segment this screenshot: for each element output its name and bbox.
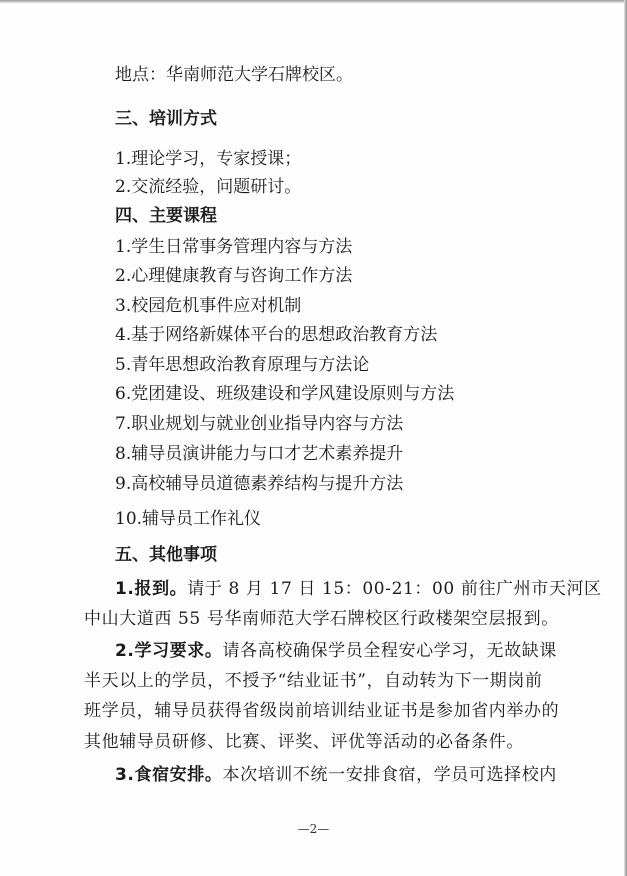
page-number: —2— xyxy=(297,822,330,836)
paragraph-study-line-1 xyxy=(115,640,557,662)
course-item-2: 2.心理健康教育与咨询工作方法 xyxy=(115,266,353,286)
course-item-4: 4.基于网络新媒体平台的思想政治教育方法 xyxy=(115,325,438,345)
section5-title: 五、其他事项 xyxy=(115,545,217,565)
course-item-6: 6.党团建设、班级建设和学风建设原则与方法 xyxy=(115,384,455,404)
section3-title: 三、培训方式 xyxy=(115,109,217,129)
registration-text-2: 中山大道西 55 号华南师范大学石牌校区行政楼架空层报到。 xyxy=(84,609,559,629)
paragraph-board-line-1 xyxy=(115,764,557,786)
study-text-2: 半天以上的学员，不授予“结业证书”，自动转为下一期岗前 xyxy=(84,671,543,691)
study-lead: 2.学习要求。 xyxy=(115,641,223,661)
section3-item-1: 1.理论学习，专家授课； xyxy=(115,149,302,169)
section4-title: 四、主要课程 xyxy=(115,206,217,226)
study-text-4: 其他辅导员研修、比赛、评奖、评优等活动的必备条件。 xyxy=(84,732,524,752)
course-item-7: 7.职业规划与就业创业指导内容与方法 xyxy=(115,414,404,434)
study-text-1: 请各高校确保学员全程安心学习，无故缺课 xyxy=(222,641,557,661)
registration-lead: 1.报到。 xyxy=(115,579,188,599)
board-text-1: 本次培训不统一安排食宿，学员可选择校内 xyxy=(222,765,557,785)
course-item-8: 8.辅导员演讲能力与口才艺术素养提升 xyxy=(115,444,404,464)
course-item-3: 3.校园危机事件应对机制 xyxy=(115,296,302,316)
course-item-1: 1.学生日常事务管理内容与方法 xyxy=(115,237,353,257)
registration-text-1: 请于 8 月 17 日 15：00-21：00 前往广州市天河区 xyxy=(187,579,602,599)
study-text-3: 班学员，辅导员获得省级岗前培训结业证书是参加省内举办的 xyxy=(84,701,560,721)
location-line: 地点：华南师范大学石牌校区。 xyxy=(115,65,353,85)
course-item-5: 5.青年思想政治教育原理与方法论 xyxy=(115,355,370,375)
board-lead: 3.食宿安排。 xyxy=(115,765,223,785)
scan-edge-top xyxy=(0,0,627,3)
course-item-9: 9.高校辅导员道德素养结构与提升方法 xyxy=(115,474,404,494)
section3-item-2: 2.交流经验，问题研讨。 xyxy=(115,177,302,197)
course-item-10: 10.辅导员工作礼仪 xyxy=(115,509,262,529)
paragraph-registration-line-1 xyxy=(115,578,602,600)
